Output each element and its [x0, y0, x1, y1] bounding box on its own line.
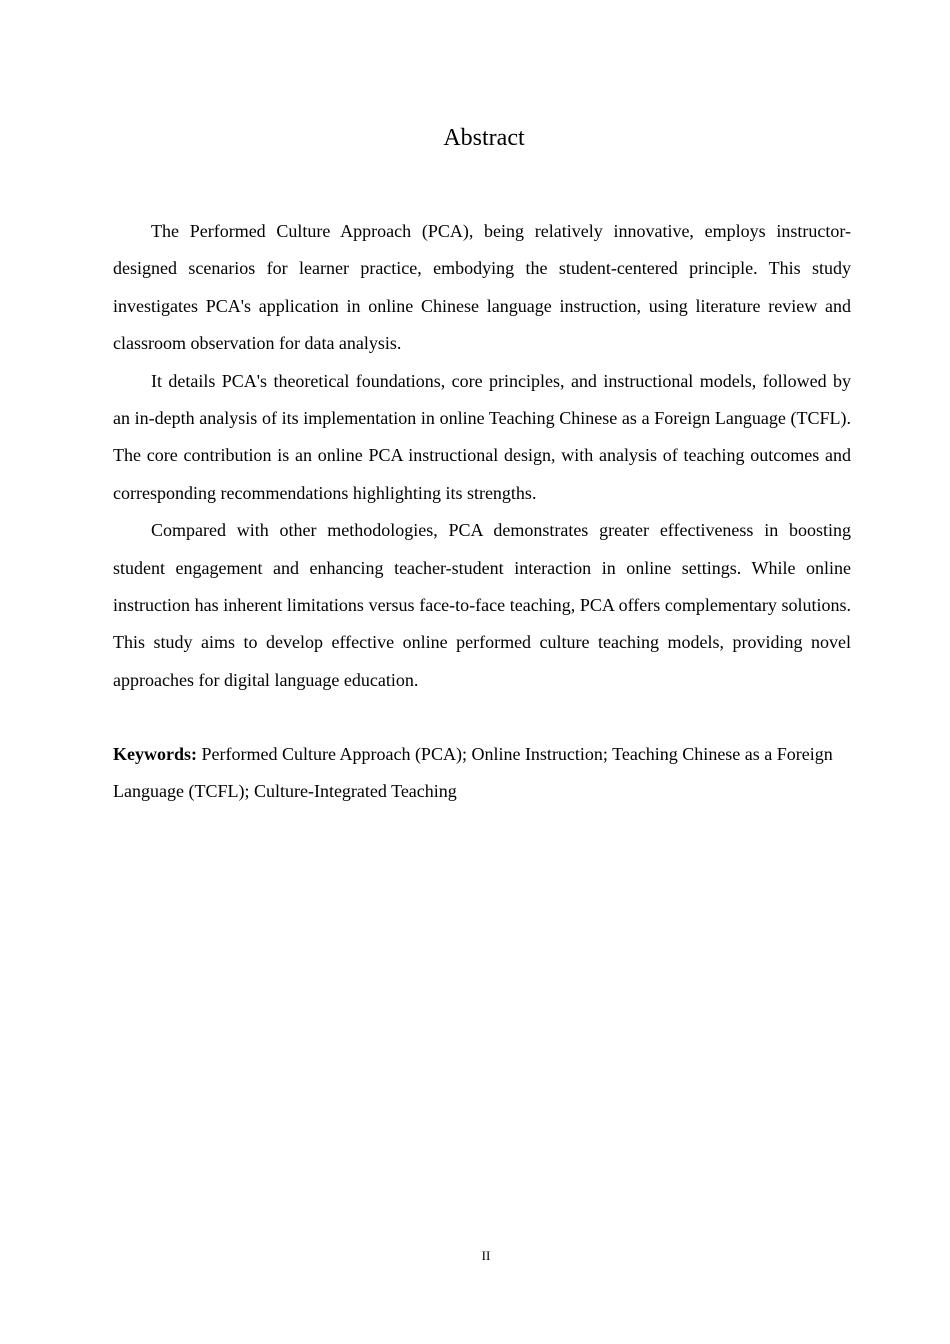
abstract-paragraph-3: Compared with other methodologies, PCA demonstrates greater effectiveness in boosting student engagement and enhancing teacher-student interaction in online settings. While online instruction has inherent limitations versus face-to-face teaching, PCA offers complementary solutions. This study aims to develop effective online performed culture teaching models, providing novel approaches for digital language education.: [113, 520, 851, 690]
page-title: Abstract: [443, 125, 525, 151]
abstract-paragraph-1: The Performed Culture Approach (PCA), being relatively innovative, employs instructor-designed scenarios for learner practice, embodying the student-centered principle. This study investigates PCA's application in online Chinese language instruction, using literature review and classroom observation for data analysis.: [113, 221, 851, 354]
keywords-label: Keywords:: [113, 744, 197, 764]
abstract-body: [113, 213, 851, 699]
keywords-line: [113, 736, 851, 811]
page-number: II: [481, 1248, 491, 1263]
abstract-paragraph-2: It details PCA's theoretical foundations, core principles, and instructional models, followed by an in-depth analysis of its implementation in online Teaching Chinese as a Foreign Language (TCFL). The core contribution is an online PCA instructional design, with analysis of teaching outcomes and corresponding recommendations highlighting its strengths.: [113, 370, 851, 503]
keywords-text: Performed Culture Approach (PCA); Online Instruction; Teaching Chinese as a Foreign Language (TCFL); Culture-Integrated Teaching: [113, 744, 833, 802]
